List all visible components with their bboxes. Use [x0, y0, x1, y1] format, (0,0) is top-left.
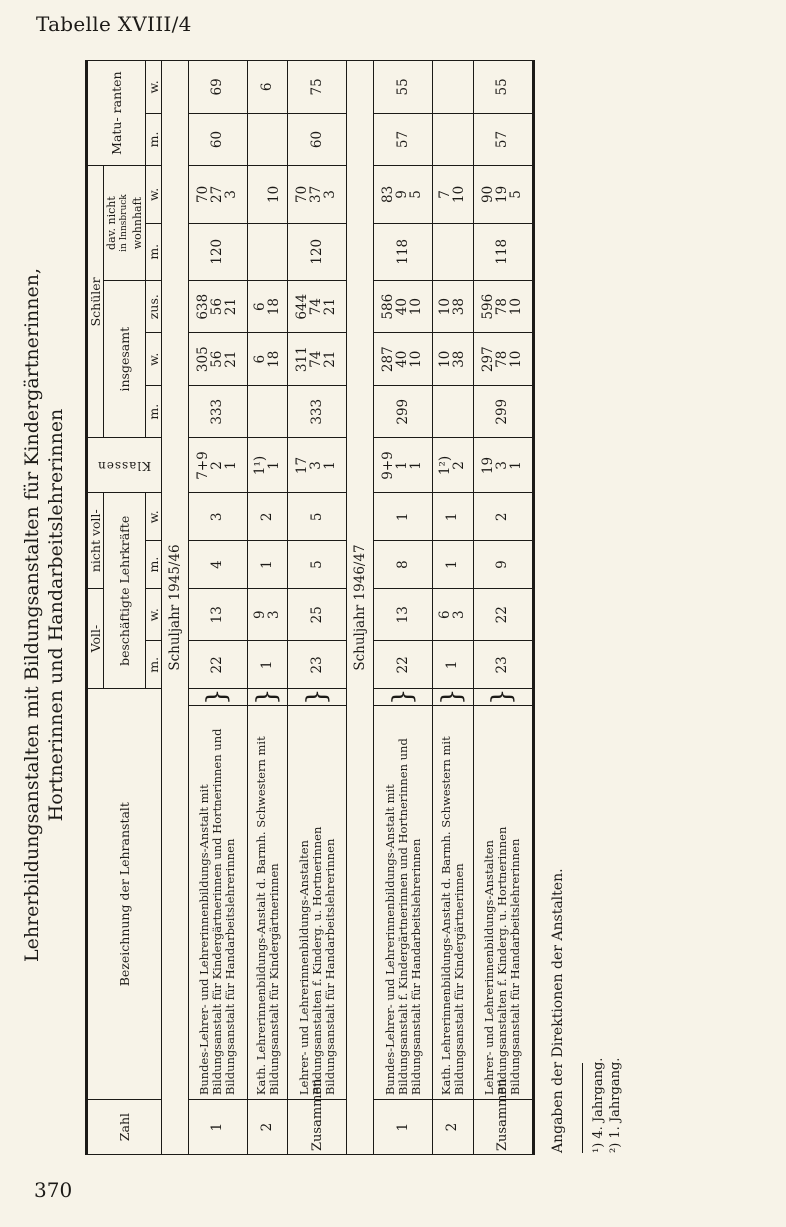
- cell-ins-m: 333: [189, 385, 248, 438]
- cell-voll-m: 1: [433, 641, 474, 689]
- cell-nv-m: 5: [288, 541, 347, 589]
- cell-klassen: 17 3 1: [288, 438, 347, 493]
- cell-voll-m: 22: [374, 641, 433, 689]
- table-label: Tabelle XVIII/4: [36, 12, 192, 36]
- cell-ins-w: 10 38: [433, 333, 474, 386]
- cell-klassen: 1²) 2: [433, 438, 474, 493]
- page-number: 370: [34, 1178, 73, 1202]
- header-m: m.: [146, 541, 162, 589]
- statistics-table: [85, 60, 535, 1155]
- cell-klassen: 19 3 1: [473, 438, 533, 493]
- cell-ins-m: [433, 385, 474, 438]
- cell-voll-m: 23: [473, 641, 533, 689]
- cell-ins-m: 299: [473, 385, 533, 438]
- cell-dav-w: 70 37 3: [288, 166, 347, 223]
- header-bezeichnung: Bezeichnung der Lehranstalt: [87, 689, 162, 1100]
- cell-voll-m: 1: [247, 641, 288, 689]
- cell-nv-m: 4: [189, 541, 248, 589]
- header-m: m.: [146, 385, 162, 438]
- title-line-2: Hortnerinnen und Handarbeitslehrerinnen: [45, 408, 67, 822]
- cell-nv-w: 3: [189, 493, 248, 541]
- source-note: Angaben der Direktionen der Anstalten.: [550, 868, 566, 1153]
- cell-ins-m: 333: [288, 385, 347, 438]
- cell-voll-w: 22: [473, 588, 533, 641]
- cell-dav-m: 118: [374, 223, 433, 280]
- header-w: w.: [146, 493, 162, 541]
- cell-mat-w: 69: [189, 61, 248, 114]
- cell-ins-zus: 6 18: [247, 280, 288, 333]
- row-number: 1: [189, 1100, 248, 1155]
- row-number: 1: [374, 1100, 433, 1155]
- cell-dav-m: 120: [288, 223, 347, 280]
- header-insgesamt: insgesamt: [104, 280, 146, 438]
- cell-mat-w: [433, 61, 474, 114]
- cell-mat-w: 75: [288, 61, 347, 114]
- header-w: w.: [146, 61, 162, 114]
- cell-ins-w: 297 78 10: [473, 333, 533, 386]
- brace-icon: }: [189, 689, 248, 706]
- cell-nv-w: 1: [374, 493, 433, 541]
- header-maturanten: Matu- ranten: [87, 61, 146, 166]
- table-row: [374, 61, 433, 1155]
- institution-name: Kath. Lehrerinnenbildungs-Anstalt d. Barmh. Schwestern mit Bildungsanstalt für Kindergärtnerinnen: [247, 705, 288, 1099]
- header-m: m.: [146, 113, 162, 166]
- row-number: 2: [247, 1100, 288, 1155]
- cell-nv-w: 2: [247, 493, 288, 541]
- table-row: [247, 61, 288, 1155]
- header-klassen: Klassen: [87, 438, 162, 493]
- cell-voll-m: 22: [189, 641, 248, 689]
- cell-ins-zus: 586 40 10: [374, 280, 433, 333]
- cell-mat-m: [433, 113, 474, 166]
- cell-mat-w: 55: [473, 61, 533, 114]
- cell-voll-m: 23: [288, 641, 347, 689]
- cell-ins-m: 299: [374, 385, 433, 438]
- header-m: m.: [146, 223, 162, 280]
- total-institutions: Lehrer- und Lehrerinnenbildungs-Anstalten Bildungsanstalten f. Kinderg. u. Hortnerinnen Bildungsanstalt für Handarbeitslehrerinnen: [473, 705, 533, 1099]
- total-label: Zusammen: [473, 1100, 533, 1155]
- year-label: Schuljahr 1945/46: [162, 61, 189, 1155]
- brace-icon: }: [433, 689, 474, 706]
- table-title: [20, 65, 68, 1165]
- cell-ins-w: 6 18: [247, 333, 288, 386]
- header-nicht-voll: nicht voll-: [87, 493, 104, 589]
- cell-nv-m: 1: [247, 541, 288, 589]
- cell-dav-m: [433, 223, 474, 280]
- cell-mat-m: [247, 113, 288, 166]
- cell-ins-zus: 638 56 21: [189, 280, 248, 333]
- institution-name: Bundes-Lehrer- und Lehrerinnenbildungs-Anstalt mit Bildungsanstalt f. Kindergärtnerinnen und Hortnerinnen und Bildungsanstalt für Handarbeitslehrerinnen: [374, 705, 433, 1099]
- cell-mat-w: 55: [374, 61, 433, 114]
- cell-nv-w: 5: [288, 493, 347, 541]
- header-w: w.: [146, 333, 162, 386]
- cell-ins-w: 287 40 10: [374, 333, 433, 386]
- cell-dav-m: 120: [189, 223, 248, 280]
- brace-icon: }: [374, 689, 433, 706]
- institution-name: Bundes-Lehrer- und Lehrerinnenbildungs-Anstalt mit Bildungsanstalt für Kindergärtnerinnen und Hortnerinnen und Bildungsanstalt für Handarbeitslehrerinnen: [189, 705, 248, 1099]
- cell-mat-m: 57: [374, 113, 433, 166]
- cell-dav-m: 118: [473, 223, 533, 280]
- cell-ins-w: 305 56 21: [189, 333, 248, 386]
- brace-icon: }: [473, 689, 533, 706]
- cell-voll-w: 13: [189, 588, 248, 641]
- cell-voll-w: 9 3: [247, 588, 288, 641]
- cell-ins-w: 311 74 21: [288, 333, 347, 386]
- header-zahl: Zahl: [87, 1100, 162, 1155]
- cell-klassen: 7+9 2 1: [189, 438, 248, 493]
- year-label: Schuljahr 1946/47: [347, 61, 374, 1155]
- cell-ins-m: [247, 385, 288, 438]
- cell-dav-w: 10: [247, 166, 288, 223]
- header-w: w.: [146, 588, 162, 641]
- cell-dav-w: 7 10: [433, 166, 474, 223]
- cell-klassen: 9+9 1 1: [374, 438, 433, 493]
- table-row-total: [288, 61, 347, 1155]
- cell-dav-m: [247, 223, 288, 280]
- table-row: [189, 61, 248, 1155]
- header-w: w.: [146, 166, 162, 223]
- footnote-2: ²) 1. Jahrgang.: [608, 1057, 623, 1153]
- footnote-divider: [582, 1063, 583, 1153]
- total-label: Zusammen: [288, 1100, 347, 1155]
- header-m: m.: [146, 641, 162, 689]
- cell-mat-m: 60: [288, 113, 347, 166]
- cell-ins-zus: 644 74 21: [288, 280, 347, 333]
- header-voll: Voll-: [87, 588, 104, 688]
- cell-nv-w: 2: [473, 493, 533, 541]
- rotated-table-sheet: [20, 45, 640, 1165]
- cell-nv-m: 8: [374, 541, 433, 589]
- cell-dav-w: 90 19 5: [473, 166, 533, 223]
- institution-name: Kath. Lehrerinnenbildungs-Anstalt d. Barmh. Schwestern mit Bildungsanstalt für Kindergärtnerinnen: [433, 705, 474, 1099]
- total-institutions: Lehrer- und Lehrerinnenbildungs-Anstalten Bildungsanstalten f. Kinderg. u. Hortnerinnen Bildungsanstalt für Handarbeitslehrerinnen: [288, 705, 347, 1099]
- cell-dav-w: 70 27 3: [189, 166, 248, 223]
- table-row-total: [473, 61, 533, 1155]
- footnotes: [590, 1058, 624, 1153]
- header-schueler: Schüler: [87, 166, 104, 438]
- brace-icon: }: [247, 689, 288, 706]
- cell-voll-w: 6 3: [433, 588, 474, 641]
- cell-dav-w: 83 9 5: [374, 166, 433, 223]
- cell-nv-w: 1: [433, 493, 474, 541]
- cell-ins-zus: 10 38: [433, 280, 474, 333]
- cell-nv-m: 1: [433, 541, 474, 589]
- cell-klassen: 1¹) 1: [247, 438, 288, 493]
- row-number: 2: [433, 1100, 474, 1155]
- cell-ins-zus: 596 78 10: [473, 280, 533, 333]
- cell-mat-m: 60: [189, 113, 248, 166]
- cell-mat-w: 6: [247, 61, 288, 114]
- cell-mat-m: 57: [473, 113, 533, 166]
- footnote-1: ¹) 4. Jahrgang.: [591, 1057, 606, 1153]
- title-line-1: Lehrerbildungsanstalten mit Bildungsanstalten für Kindergärtnerinnen,: [21, 267, 43, 963]
- header-dav-nicht: dav. nicht in Innsbruck wohnhaft: [104, 166, 146, 281]
- header-zus: zus.: [146, 280, 162, 333]
- header-beschaeftigte: beschäftigte Lehrkräfte: [104, 493, 146, 689]
- brace-icon: }: [288, 689, 347, 706]
- cell-voll-w: 13: [374, 588, 433, 641]
- cell-voll-w: 25: [288, 588, 347, 641]
- cell-nv-m: 9: [473, 541, 533, 589]
- table-row: [433, 61, 474, 1155]
